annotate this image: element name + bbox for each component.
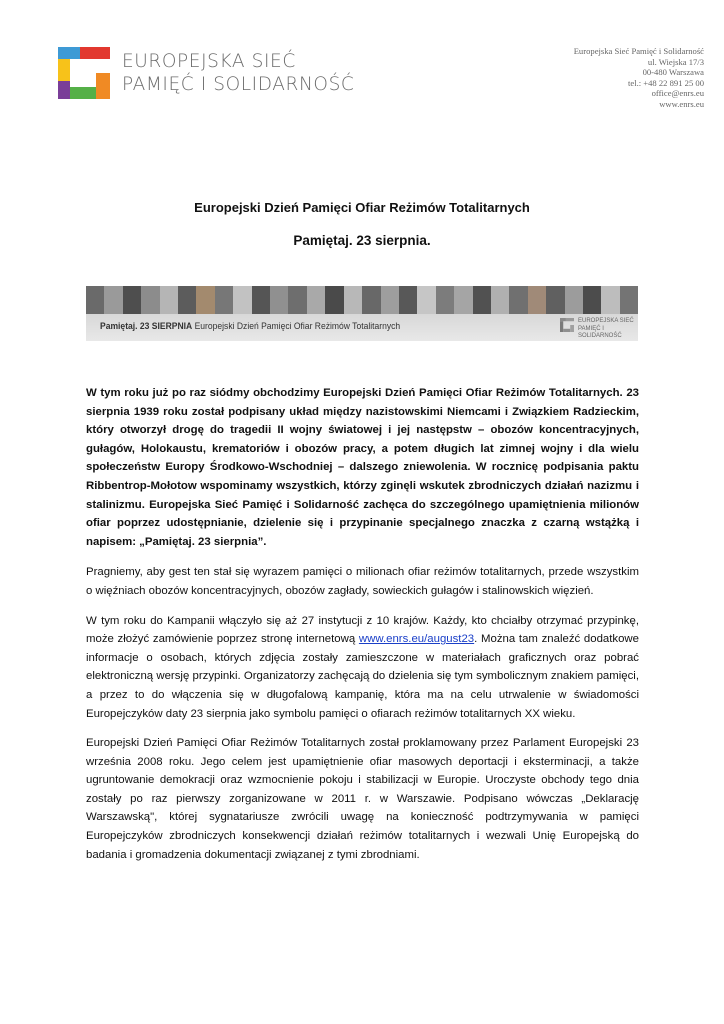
org-name bbox=[122, 50, 354, 96]
paragraph-2: Pragniemy, aby gest ten stał się wyrazem pamięci o milionach ofiar reżimów totalitarnych, przede wszystkim o więźniach obozów koncentracyjnych, obozów zagłady, sowieckich gułagów i stalinowskich więzień. bbox=[86, 566, 639, 597]
contact-website: www.enrs.eu bbox=[659, 98, 704, 109]
banner-logo-icon bbox=[560, 318, 574, 332]
banner-caption-text: Europejski Dzień Pamięci Ofiar Reżimów Totalitarnych bbox=[194, 321, 401, 332]
paragraph-3-end: . Można tam znaleźć dodatkowe informacje o osobach, których zdjęcia zostały zamieszczone w materiałach graficznych oraz pobrać elektroniczną wersję przypinki. Organizatorzy zachęcają do dzielenia się tym symbolicznym znakiem pamięci, a przez to do włączenia się w długofalową kampanię, która ma na celu utrwalenie w świadomości Europejczyków daty 23 sierpnia jako symbolu pamięci o ofiarach reżimów totalitarnych XX wieku. bbox=[86, 633, 639, 720]
document-subtitle: Pamiętaj. 23 sierpnia. bbox=[293, 233, 431, 248]
contact-street: ul. Wiejska 17/3 bbox=[647, 56, 704, 67]
paragraph-3 bbox=[86, 612, 639, 724]
banner-slogan: Pamiętaj. 23 SIERPNIA bbox=[100, 321, 193, 332]
lead-paragraph: W tym roku już po raz siódmy obchodzimy Europejski Dzień Pamięci Ofiar Reżimów Totalitarnych. 23 sierpnia 1939 roku został podpisany układ między nazistowskimi Niemcami i Związkiem Radzieckim, który otworzył drogę do tragedii II wojny światowej i jej następstw – obozów koncentracyjnych, gułagów, Holokaustu, krematoriów i obozów pracy, a potem długich lat zimnej wojny i dla wielu społeczeństw Europy Środkowo-Wschodniej – dalszego zniewolenia. W rocznicę podpisania paktu Ribbentrop-Mołotow wspominamy wszystkich, którzy zginęli wskutek zbrodniczych działań nazizmu i stalinizmu. Europejska Sieć Pamięć i Solidarność zachęca do szczególnego upamiętnienia milionów ofiar poprzez udostępnianie, dzielenie się i przypinanie specjalnego znaczka z czarną wstążką i napisem: „Pamiętaj. 23 sierpnia”. bbox=[86, 387, 639, 548]
banner-logo-line2: PAMIĘĆ I SOLIDARNOŚĆ bbox=[578, 325, 622, 339]
victim-photos-strip bbox=[86, 286, 638, 314]
campaign-banner bbox=[86, 286, 638, 341]
banner-logo-text bbox=[578, 318, 638, 341]
org-name-line1: EUROPEJSKA SIEĆ bbox=[122, 51, 296, 72]
contact-email: office@enrs.eu bbox=[651, 88, 704, 99]
enrs-logo-icon bbox=[58, 47, 110, 99]
document-title: Europejski Dzień Pamięci Ofiar Reżimów Totalitarnych bbox=[194, 200, 530, 215]
banner-logo-line1: EUROPEJSKA SIEĆ bbox=[578, 318, 634, 324]
org-name-line2: PAMIĘĆ I SOLIDARNOŚĆ bbox=[122, 74, 355, 95]
contact-block bbox=[574, 46, 704, 110]
contact-city: 00-480 Warszawa bbox=[642, 67, 704, 78]
contact-org: Europejska Sieć Pamięć i Solidarność bbox=[573, 46, 704, 56]
document-body bbox=[86, 384, 639, 875]
campaign-link[interactable]: www.enrs.eu/august23 bbox=[358, 633, 475, 646]
paragraph-4: Europejski Dzień Pamięci Ofiar Reżimów Totalitarnych został proklamowany przez Parlament Europejski 23 września 2008 roku. Jego celem jest upamiętnienie ofiar masowych deportacji i eksterminacji, a także ugruntowanie demokracji oraz wzmocnienie pokoju i stabilizacji w Europie. Uroczyste obchody tego dnia zostały po raz pierwszy zorganizowane w 2011 r. w Warszawie. Podpisano wówczas „Deklarację Warszawską", której sygnatariusze zwrócili uwagę na konieczność podtrzymywania w pamięci Europejczyków zbrodniczych konsekwencji działań reżimów totalitarnych i wezwali Unię Europejską do badania i gromadzenia dokumentacji związanej z tymi zbrodniami. bbox=[86, 737, 639, 861]
banner-caption bbox=[100, 321, 400, 332]
paragraph-3-start: W tym roku do Kampanii włączyło się aż 27 instytucji z 10 krajów. Każdy, kto chciałby otrzymać przypinkę, może złożyć zamówienie poprzez stronę internetową bbox=[86, 614, 639, 646]
contact-phone: tel.: +48 22 891 25 00 bbox=[628, 77, 704, 88]
